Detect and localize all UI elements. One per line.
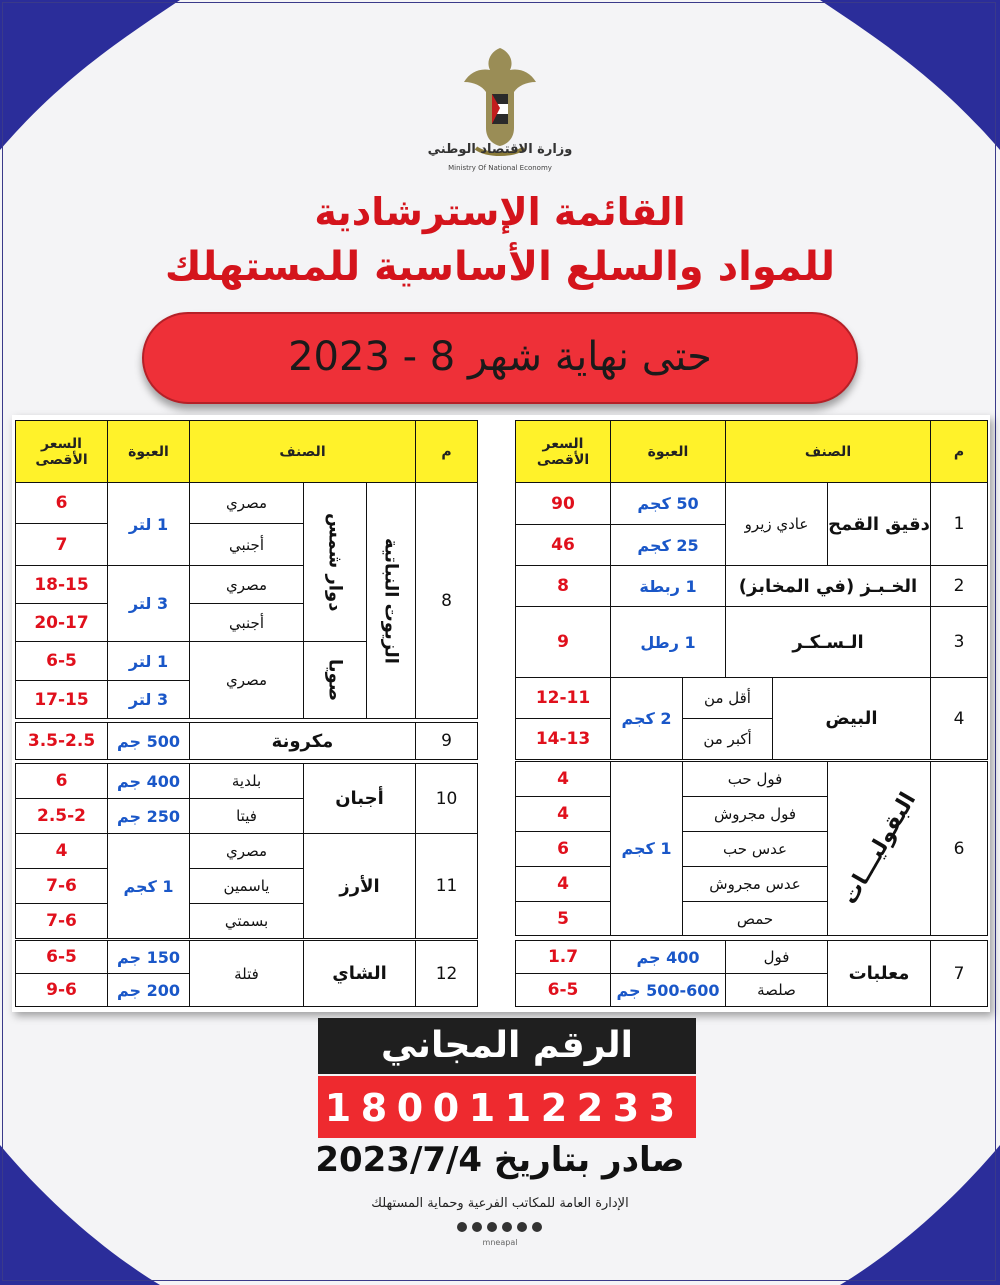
left-col-header-price: السعر الأقصى — [15, 420, 108, 483]
social-media-icons — [440, 1220, 560, 1234]
row11-no: 11 — [415, 833, 478, 939]
row4-sub-2: أكبر من — [682, 718, 773, 760]
row6-price-2: 4 — [515, 796, 611, 832]
free-digit: 1 — [324, 1086, 352, 1130]
row8-sub-1: مصري — [189, 482, 304, 524]
row9-price: 3.5-2.5 — [15, 722, 108, 760]
row8-price-2: 7 — [15, 523, 108, 566]
row6-sub-3: عدس حب — [682, 831, 828, 867]
row8-item: الزيوت النباتية — [366, 482, 416, 719]
title-line-1: القائمة الإسترشادية — [314, 190, 686, 234]
row11-sub-2: ياسمين — [189, 868, 304, 904]
row6-price-3: 6 — [515, 831, 611, 867]
free-digit: 3 — [612, 1086, 640, 1130]
row10-sub-1: بلدية — [189, 763, 304, 799]
row8-pack-2: 3 لتر — [107, 565, 190, 642]
row1-price-1: 90 — [515, 482, 611, 525]
free-digit: 8 — [360, 1086, 388, 1130]
row3-price: 9 — [515, 606, 611, 678]
row3-pack: 1 رطل — [610, 606, 726, 678]
row7-sub-2: صلصة — [725, 973, 828, 1007]
row7-item: معلبات — [827, 940, 931, 1007]
row9-pack: 500 جم — [107, 722, 190, 760]
free-number-box — [318, 1076, 696, 1138]
row6-item-text: البقوليـــات — [837, 788, 921, 909]
row8-price-1: 6 — [15, 482, 108, 524]
left-col-header-item: الصنف — [189, 420, 416, 483]
row12-pack-1: 150 جم — [107, 940, 190, 974]
row6-price-4: 4 — [515, 866, 611, 902]
row10-pack-1: 400 جم — [107, 763, 190, 799]
row7-no: 7 — [930, 940, 988, 1007]
row4-price-2: 14-13 — [515, 718, 611, 760]
row1-pack-2: 25 كجم — [610, 524, 726, 566]
row1-no: 1 — [930, 482, 988, 566]
row2-item: الخـبـز (في المخابز) — [725, 565, 931, 607]
row9-no: 9 — [415, 722, 478, 760]
price-table — [12, 415, 990, 1012]
row11-item: الأرز — [303, 833, 416, 939]
row6-pack: 1 كجم — [610, 761, 683, 936]
row8-sub-2: أجنبي — [189, 523, 304, 566]
row8-group-soy: صويا — [303, 641, 367, 719]
col-header-pack: العبوة — [610, 420, 726, 483]
row7-price-1: 1.7 — [515, 940, 611, 974]
row11-price-1: 4 — [15, 833, 108, 869]
row11-pack: 1 كجم — [107, 833, 190, 939]
row8-sub-5: مصري — [189, 641, 304, 719]
period-banner — [142, 312, 858, 404]
row2-price: 8 — [515, 565, 611, 607]
row10-price-2: 2.5-2 — [15, 798, 108, 834]
row4-sub-1: أقل من — [682, 677, 773, 719]
row8-pack-3: 1 لتر — [107, 641, 190, 681]
row12-price-2: 9-6 — [15, 973, 108, 1007]
free-digit: 0 — [396, 1086, 424, 1130]
row9-item: مكرونة — [189, 722, 416, 760]
row8-sub-3: مصري — [189, 565, 304, 604]
free-number-label: الرقم المجاني — [318, 1018, 696, 1074]
col-header-no: م — [930, 420, 988, 483]
row8-price-4: 20-17 — [15, 603, 108, 642]
row6-sub-2: فول مجروش — [682, 796, 828, 832]
row6-no: 6 — [930, 761, 988, 936]
row8-price-5: 6-5 — [15, 641, 108, 681]
free-digit: 0 — [432, 1086, 460, 1130]
ministry-name-english: Ministry Of National Economy — [448, 164, 552, 172]
row12-item: الشاي — [303, 940, 416, 1007]
free-digit: 1 — [468, 1086, 496, 1130]
row12-pack-2: 200 جم — [107, 973, 190, 1007]
row11-price-2: 7-6 — [15, 868, 108, 904]
row10-price-1: 6 — [15, 763, 108, 799]
row8-group-sunflower: دوار شمس — [303, 482, 367, 642]
row8-pack-4: 3 لتر — [107, 680, 190, 719]
row4-item: البيض — [772, 677, 931, 760]
free-digit: 3 — [648, 1086, 676, 1130]
row3-no: 3 — [930, 606, 988, 678]
row8-no: 8 — [415, 482, 478, 719]
watermark: mneapal — [482, 1238, 518, 1247]
row10-item: أجبان — [303, 763, 416, 834]
row4-no: 4 — [930, 677, 988, 760]
row3-item: الـسـكـر — [725, 606, 931, 678]
left-col-header-pack: العبوة — [107, 420, 190, 483]
department-name: الإدارة العامة للمكاتب الفرعية وحماية المستهلك — [371, 1196, 629, 1211]
row8-sub-4: أجنبي — [189, 603, 304, 642]
issue-date: صادر بتاريخ 2023/7/4 — [315, 1140, 685, 1180]
row11-price-3: 7-6 — [15, 903, 108, 939]
free-digit: 1 — [504, 1086, 532, 1130]
row7-pack-1: 400 جم — [610, 940, 726, 974]
row6-sub-1: فول حب — [682, 761, 828, 797]
row7-price-2: 6-5 — [515, 973, 611, 1007]
row12-price-1: 6-5 — [15, 940, 108, 974]
row1-pack-1: 50 كجم — [610, 482, 726, 525]
left-col-header-no: م — [415, 420, 478, 483]
row6-item — [827, 761, 931, 936]
row1-item: دقيق القمح — [827, 482, 931, 566]
row8-price-6: 17-15 — [15, 680, 108, 719]
row8-price-3: 18-15 — [15, 565, 108, 604]
row2-pack: 1 ربطة — [610, 565, 726, 607]
free-digit: 2 — [576, 1086, 604, 1130]
row6-sub-4: عدس مجروش — [682, 866, 828, 902]
row4-price-1: 12-11 — [515, 677, 611, 719]
row1-sub: عادي زيرو — [725, 482, 828, 566]
row10-pack-2: 250 جم — [107, 798, 190, 834]
free-digit: 2 — [540, 1086, 568, 1130]
row11-sub-3: بسمتي — [189, 903, 304, 939]
ministry-name-arabic: وزارة الاقتصاد الوطني — [427, 142, 573, 157]
col-header-price: السعر الأقصى — [515, 420, 611, 483]
row6-sub-5: حمص — [682, 901, 828, 936]
row12-no: 12 — [415, 940, 478, 1007]
row10-no: 10 — [415, 763, 478, 834]
row11-sub-1: مصري — [189, 833, 304, 869]
row10-sub-2: فيتا — [189, 798, 304, 834]
palestine-eagle-emblem-icon — [430, 38, 570, 178]
row6-price-1: 4 — [515, 761, 611, 797]
row12-sub: فتلة — [189, 940, 304, 1007]
row4-pack: 2 كجم — [610, 677, 683, 760]
row2-no: 2 — [930, 565, 988, 607]
row7-sub-1: فول — [725, 940, 828, 974]
row7-pack-2: 500-600 جم — [610, 973, 726, 1007]
row8-pack-1: 1 لتر — [107, 482, 190, 566]
row6-price-5: 5 — [515, 901, 611, 936]
period-text: حتى نهاية شهر 8 - 2023 — [288, 334, 712, 380]
title-line-2: للمواد والسلع الأساسية للمستهلك — [164, 244, 836, 290]
row1-price-2: 46 — [515, 524, 611, 566]
col-header-item: الصنف — [725, 420, 931, 483]
